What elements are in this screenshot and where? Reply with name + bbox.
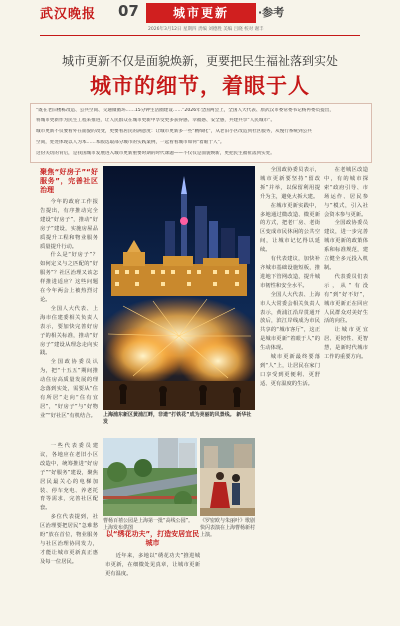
section-title: 城市更新 bbox=[146, 3, 256, 23]
newspaper-brand: 武汉晚报 bbox=[40, 7, 97, 22]
headline: 城市的细节，着眼于人 bbox=[90, 74, 310, 98]
photo-elevated-park-graphic bbox=[103, 438, 197, 516]
article-column-right bbox=[260, 166, 320, 389]
paragraph: 近年来，多地以“绣花功夫”推进城市更新，在细微处见真章，让城市更新更有温度。 bbox=[105, 553, 200, 577]
paragraph: 全国政协委员建议，进一步完善城市更新的政策体系和标准规范，建立健全多元投入机制。 bbox=[324, 220, 368, 271]
page-header bbox=[0, 0, 400, 40]
lead-line: 这份关切的背后，是我国城市发展进入城市更新重要时期的时代课题——不仅仅是面貌焕新，更把民生福祉落到实处。 bbox=[36, 151, 275, 156]
paragraph: 一些代表委员建议，各地应在老旧小区改造中，统筹推进“好房子”“好服务”建设，聚焦居民最关心的电梯加装、停车充电、养老托育等需求，完善社区配套。 bbox=[40, 443, 98, 512]
paragraph: 全国人大代表、上海市人大常委会相关负责人表示，黄浦江沿岸贯通开放后，滨江岸线成为市民共享的“城市客厅”，这正是城市更新“着眼于人”的生动体现。 bbox=[260, 291, 320, 352]
paragraph: 在城市更新实践中，多地通过微改造、微更新的方式，把老厂房、老街区变成市民休闲的公共空间，让城市记忆得以延续。 bbox=[260, 202, 320, 254]
paragraph: 代表委员们表示，从“有没有”到“好不好”，城市更新正在回应人民群众对美好生活的向往。 bbox=[324, 273, 368, 325]
headline-kicker: 城市更新不仅是面貌焕新，更要把民生福祉落到实处 bbox=[61, 54, 338, 68]
header-rule bbox=[40, 35, 360, 36]
lead-line: 将城市更新作为民生工程来推进，让人民群众在城市更新中享受更多获得感、幸福感、安全感，共建共享“人民城市”。 bbox=[36, 118, 276, 123]
paragraph: 让城市更宜居、更韧性、更智慧，是新时代城市工作的重要方向。 bbox=[324, 327, 368, 361]
paragraph: 城市更新最终要落到“人”上，让居民在家门口享受到更便利、更舒适、更有温度的生活。 bbox=[260, 354, 320, 387]
photo-b-caption: 《罗密欧与朱丽叶》歌剧快闪表演在上海曹杨新村上演。 bbox=[200, 518, 256, 538]
photo-bund-night bbox=[103, 166, 255, 410]
subhead-good-housing: 聚焦“好房子”“好服务”，完善社区治理 bbox=[40, 168, 98, 194]
photo-opera-performance-graphic bbox=[200, 438, 255, 516]
lead-line: 空间，处处体现以人为本……本版选取部分城市的实践案例，一起看看城市如何“着眼于人”。 bbox=[36, 140, 225, 145]
photo-bund-night-graphic bbox=[103, 166, 255, 410]
page-number: 07 bbox=[118, 2, 139, 20]
paragraph: 在老城区改造中，有的城市探索“政府引导、市场运作、居民参与”模式，引入社会资本参与更新。 bbox=[324, 167, 368, 218]
paragraph: 全国政协委员表示，城市更新要坚持“留改拆”并举，以保留利用提升为主，避免大拆大建。 bbox=[260, 167, 320, 200]
lead-box bbox=[30, 103, 372, 163]
paragraph: 全国政协委员认为，把“十五五”期间推动住房高质量发展的理念落到实处，需要从“住有所居”走向“住有宜居”，“好房子”与“好物业”“好社区”有机结合。 bbox=[40, 359, 98, 419]
sub-section-title: ·参考 bbox=[258, 6, 285, 19]
lead-line: “既在老旧楼栋改造、公共空间、交通微循环……15分钟生活圈建设……”2026年全国两会上，全国人大代表、原武汉市委常委书记杨冉委员提出， bbox=[36, 108, 334, 113]
paragraph: 多位代表提到，社区治理要把居民“急难愁盼”放在首位，物业服务与社区治理协同发力，才能让城市更新真正惠及每一位居民。 bbox=[40, 514, 98, 565]
photo-elevated-park bbox=[103, 438, 197, 516]
paragraph: 有代表建议，加快补齐城市基础设施短板，推进地下管网改造，提升城市韧性和安全水平。 bbox=[260, 256, 320, 289]
article-column-left-lower bbox=[40, 442, 98, 567]
article-column-right-2 bbox=[324, 166, 368, 362]
article-column-middle-lower bbox=[105, 552, 200, 579]
paragraph: 全国人大代表、上海市住建委相关负责人表示，要加快完善好房子的相关标准，推动“好房子”建设从理念走向实践。 bbox=[40, 305, 98, 357]
article-column-left bbox=[40, 166, 98, 421]
paragraph: 什么是“好房子”？如何定义与之匹配的“好服务”？社区治理又该怎样推进适应？这些问题在今年两会上被热烈讨论。 bbox=[40, 252, 98, 303]
photo-main-caption: 上海浦东新区黄浦江畔，非遗“打铁花”成为亮丽的风景线。 新华社发 bbox=[103, 412, 252, 425]
paragraph: 今年的政府工作报告提出，有序推动完全建设“好房子”，推动“好房子”建设，实施房屋品质提升工程和物业服务质量提升行动。 bbox=[40, 199, 98, 250]
dateline: 2026年3月12日 星期四 责编 刘德胜 美编 吕晓 校对 谢丰 bbox=[148, 27, 264, 32]
lead-line: 城市更新不仅要看外在面貌的改变，更要看居民的满意度：让城市更新多一些“精细化”，从老旧小区改造到社区服务，从慢行系统到公共 bbox=[36, 129, 312, 134]
photo-a-caption: 曹杨百禧公园是上海第一批“高线公园”。 上海发布供图 bbox=[103, 518, 194, 531]
subhead-embroidery: 以“绣花功夫”，打造安居宜民城市 bbox=[105, 530, 200, 547]
photo-opera-performance bbox=[200, 438, 255, 516]
